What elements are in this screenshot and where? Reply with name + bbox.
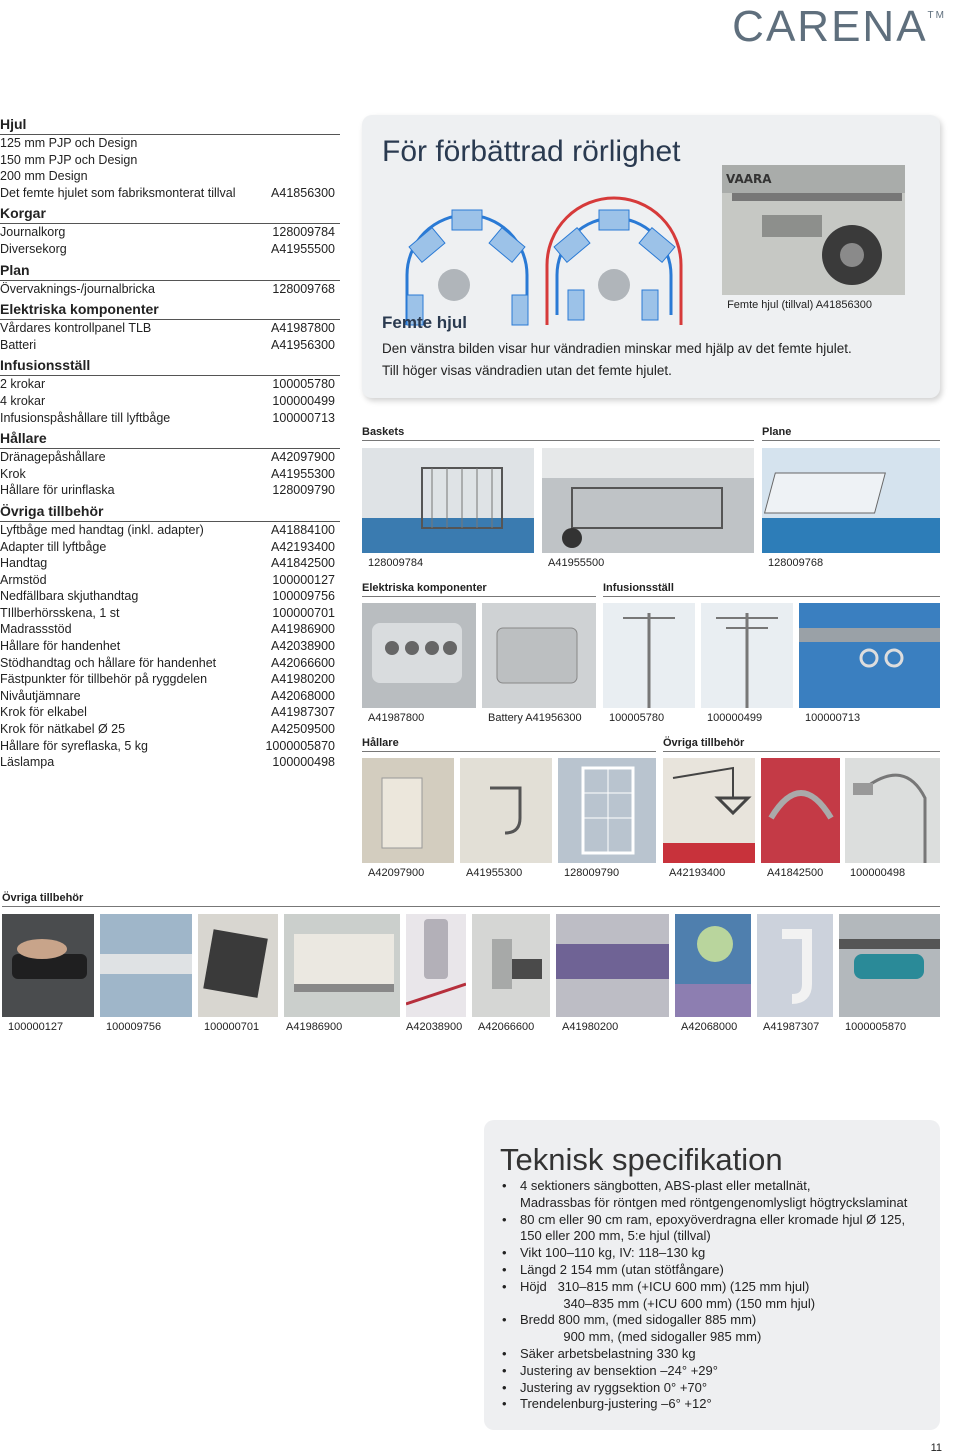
parts-section <box>0 262 340 298</box>
parts-list <box>0 112 340 771</box>
caption: A41955500 <box>548 557 605 569</box>
diverse-basket-photo <box>542 448 754 553</box>
divider <box>2 906 940 907</box>
tech-spec-title: Teknisk specifikation <box>500 1142 783 1177</box>
parts-row <box>0 754 340 771</box>
spec-item-line: 150 eller 200 mm, 5:e hjul (tillval) <box>520 1228 711 1244</box>
part-number: A41856300 <box>271 185 335 200</box>
part-number: A41884100 <box>271 522 335 537</box>
part-number: 128009790 <box>272 483 335 498</box>
iv-stand-2-hooks-photo <box>603 603 695 708</box>
spec-item-line: • Säker arbetsbelastning 330 kg <box>520 1345 696 1361</box>
divider <box>362 440 754 441</box>
part-name: Dränagepåshållare <box>0 450 106 465</box>
caption: A42193400 <box>669 867 726 879</box>
parts-row <box>0 466 340 483</box>
lift-adapter-photo <box>663 758 755 863</box>
parts-row <box>0 135 340 152</box>
parts-row <box>0 655 340 672</box>
part-number: A41986900 <box>271 622 335 637</box>
spec-item <box>520 1178 940 1212</box>
parts-row <box>0 671 340 688</box>
parts-row <box>0 621 340 638</box>
parts-row <box>0 605 340 622</box>
part-number: A41955300 <box>271 466 335 481</box>
part-number: 100009756 <box>272 589 335 604</box>
mattress-stop-photo <box>284 914 400 1017</box>
part-number: A41987307 <box>271 705 335 720</box>
tray-photo <box>762 448 940 553</box>
divider <box>603 596 940 597</box>
parts-section-title: Övriga tillbehör <box>0 503 340 522</box>
caption: 1000005870 <box>845 1021 907 1033</box>
caption: 100000499 <box>707 712 763 724</box>
part-name: Nivåutjämnare <box>0 688 81 703</box>
parts-row <box>0 241 340 258</box>
parts-row <box>0 638 340 655</box>
feature-description: Den vänstra bilden visar hur vändradien minskar med hjälp av det femte hjulet. Till höger visas vändradien utan det femte hjulet. <box>382 341 852 378</box>
parts-row <box>0 572 340 589</box>
tech-spec-list <box>502 1178 940 1413</box>
parts-row <box>0 704 340 721</box>
part-name: 125 mm PJP och Design <box>0 136 138 150</box>
part-name: Nedfällbara skjuthandtag <box>0 589 139 604</box>
parts-section-title: Elektriska komponenter <box>0 301 340 320</box>
parts-row <box>0 555 340 572</box>
cable-hook-photo <box>757 914 833 1017</box>
parts-row <box>0 688 340 705</box>
part-number: A41987800 <box>271 321 335 336</box>
section-baskets: Baskets <box>362 426 405 438</box>
spec-item-line: • Justering av bensektion –24° +29° <box>520 1362 718 1378</box>
part-number: 100000701 <box>272 605 335 620</box>
part-name: Vårdares kontrollpanel TLB <box>0 321 152 336</box>
spec-item-line: • 4 sektioners sängbotten, ABS-plast eller metallnät, <box>520 1178 811 1193</box>
parts-section-title: Infusionsställ <box>0 357 340 376</box>
tech-spec-box <box>484 1120 940 1430</box>
handset-holder-photo <box>406 914 466 1017</box>
parts-row <box>0 482 340 499</box>
page-number: 11 <box>930 1442 942 1454</box>
spec-item <box>520 1312 940 1346</box>
feature-title: För förbättrad rörlighet <box>382 135 681 168</box>
part-name: 200 mm Design <box>0 169 88 184</box>
spec-item-line: Madrassbas för röntgen med röntgengenomlysligt högtryckslaminat <box>520 1194 908 1210</box>
spec-item <box>520 1245 940 1262</box>
divider <box>663 751 940 752</box>
push-handle-photo <box>100 914 192 1017</box>
parts-row <box>0 185 340 202</box>
part-number: A42097900 <box>271 450 335 465</box>
spec-item <box>520 1262 940 1279</box>
part-name: Diversekorg <box>0 241 67 256</box>
caption: A41986900 <box>286 1021 343 1033</box>
part-number: A42066600 <box>271 655 335 670</box>
part-number: A42509500 <box>271 722 335 737</box>
spec-item <box>520 1396 940 1413</box>
part-name: Hållare för urinflaska <box>0 483 115 498</box>
divider <box>362 596 596 597</box>
spec-item-line: 900 mm, (med sidogaller 985 mm) <box>520 1329 762 1345</box>
section-infusion: Infusionsställ <box>603 582 674 594</box>
iv-bag-holder-photo <box>799 603 940 708</box>
parts-section <box>0 301 340 353</box>
part-number: 100000498 <box>272 755 335 770</box>
feature-box <box>362 115 940 398</box>
parts-row <box>0 738 340 755</box>
spec-item <box>520 1346 940 1363</box>
caption: 100000701 <box>204 1021 260 1033</box>
caption: A42097900 <box>368 867 425 879</box>
caption: 100009756 <box>106 1021 162 1033</box>
spec-item-line: • Bredd 800 mm, (med sidogaller 885 mm) <box>520 1312 757 1328</box>
section-hallare: Hållare <box>362 737 399 749</box>
oxygen-holder-photo <box>839 914 940 1017</box>
parts-row <box>0 393 340 410</box>
caption: 128009768 <box>768 557 824 569</box>
caption: A41987800 <box>368 712 425 724</box>
caption: 128009790 <box>564 867 620 879</box>
part-number: A41955500 <box>271 241 335 256</box>
parts-row <box>0 539 340 556</box>
spec-item <box>520 1380 940 1397</box>
part-name: Batteri <box>0 337 37 352</box>
parts-section <box>0 116 340 201</box>
parts-row <box>0 522 340 539</box>
parts-row <box>0 337 340 354</box>
part-name: Krok <box>0 466 26 481</box>
part-number: A41980200 <box>271 672 335 687</box>
fifth-wheel-caption: Femte hjul (tillval) A41856300 <box>727 299 872 311</box>
part-number: 100000499 <box>272 393 335 408</box>
parts-section <box>0 205 340 257</box>
parts-row <box>0 168 340 185</box>
part-number: 100000713 <box>272 410 335 425</box>
section-ovriga: Övriga tillbehör <box>663 737 745 749</box>
spec-item-line: • 80 cm eller 90 cm ram, epoxyöverdragna eller kromade hjul Ø 125, <box>520 1211 906 1227</box>
part-number: A41956300 <box>271 337 335 352</box>
spec-item <box>520 1363 940 1380</box>
part-name: Lyftbåge med handtag (inkl. adapter) <box>0 522 204 537</box>
journal-basket-photo <box>362 448 534 553</box>
handle-photo <box>761 758 840 863</box>
caption: A41980200 <box>562 1021 619 1033</box>
part-number: 100000127 <box>272 572 335 587</box>
battery-photo <box>482 603 596 708</box>
part-name: Krok för nätkabel Ø 25 <box>0 722 126 737</box>
caption: 128009784 <box>368 557 424 569</box>
spec-item-line: • Justering av ryggsektion 0° +70° <box>520 1379 708 1395</box>
section-plane: Plane <box>762 426 792 438</box>
parts-section <box>0 430 340 499</box>
part-name: TIllberhörsskena, 1 st <box>0 605 120 620</box>
caption: A41842500 <box>767 867 824 879</box>
part-name: Krok för elkabel <box>0 705 87 720</box>
parts-section-title: Hållare <box>0 430 340 449</box>
spec-item-line: • Längd 2 154 mm (utan stötfångare) <box>520 1261 724 1277</box>
accessory-rail-photo <box>198 914 278 1017</box>
parts-row <box>0 588 340 605</box>
divider <box>362 751 656 752</box>
fifth-wheel-photo <box>722 165 905 295</box>
part-name: Övervaknings-/journalbricka <box>0 281 155 296</box>
backrest-attachment-photo <box>556 914 669 1017</box>
caption: A41987307 <box>763 1021 820 1033</box>
caption: A41955300 <box>466 867 523 879</box>
parts-section <box>0 357 340 426</box>
part-name: 4 krokar <box>0 393 46 408</box>
caption: A42066600 <box>478 1021 535 1033</box>
brand-logo: CARENA™ <box>732 2 946 51</box>
caption: A42038900 <box>406 1021 463 1033</box>
parts-section-title: Hjul <box>0 116 340 135</box>
part-name: Fästpunkter för tillbehör på ryggdelen <box>0 672 208 687</box>
part-name: 2 krokar <box>0 377 46 392</box>
section-ovriga-bottom: Övriga tillbehör <box>2 892 84 904</box>
armrest-photo <box>2 914 94 1017</box>
hook-photo <box>460 758 552 863</box>
reading-lamp-photo <box>845 758 940 863</box>
part-name: Infusionspåshållare till lyftbåge <box>0 410 171 425</box>
iv-stand-4-hooks-photo <box>701 603 793 708</box>
caption: A42068000 <box>681 1021 738 1033</box>
svg-text:VAARA: VAARA <box>726 172 772 186</box>
part-number: A41842500 <box>271 556 335 571</box>
drain-bag-holder-photo <box>362 758 454 863</box>
parts-section <box>0 503 340 771</box>
parts-row <box>0 152 340 169</box>
part-number: 128009784 <box>272 225 335 240</box>
control-panel-photo <box>362 603 476 708</box>
parts-row <box>0 376 340 393</box>
spec-item-line: 340–835 mm (+ICU 600 mm) (150 mm hjul) <box>520 1295 816 1311</box>
caption: 100005780 <box>609 712 665 724</box>
spec-item-line: • Trendelenburg-justering –6° +12° <box>520 1396 712 1412</box>
parts-section-title: Plan <box>0 262 340 281</box>
parts-row <box>0 449 340 466</box>
part-name: Det femte hjulet som fabriksmonterat tillval <box>0 185 236 200</box>
spec-item <box>520 1212 940 1246</box>
part-name: Stödhandtag och hållare för handenhet <box>0 655 217 670</box>
part-number: 100005780 <box>272 377 335 392</box>
part-number: A42038900 <box>271 639 335 654</box>
parts-row <box>0 281 340 298</box>
feature-subtitle: Femte hjul <box>382 313 468 332</box>
part-name: 150 mm PJP och Design <box>0 152 138 167</box>
parts-row <box>0 410 340 427</box>
part-name: Läslampa <box>0 755 55 770</box>
divider <box>762 440 940 441</box>
part-number: A42193400 <box>271 539 335 554</box>
section-elektriska: Elektriska komponenter <box>362 582 487 594</box>
caption: Battery A41956300 <box>488 712 582 724</box>
part-name: Hållare för handenhet <box>0 639 121 654</box>
caption: 100000498 <box>850 867 906 879</box>
parts-row <box>0 320 340 337</box>
part-number: A42068000 <box>271 688 335 703</box>
spec-item <box>520 1279 940 1313</box>
part-name: Adapter till lyftbåge <box>0 539 107 554</box>
parts-row <box>0 224 340 241</box>
spec-item-line: • Vikt 100–110 kg, IV: 118–130 kg <box>520 1245 706 1261</box>
urine-bottle-holder-photo <box>558 758 656 863</box>
caption: 100000127 <box>8 1021 64 1033</box>
part-name: Armstöd <box>0 572 47 587</box>
part-name: Madrassstöd <box>0 622 72 637</box>
parts-row <box>0 721 340 738</box>
part-name: Handtag <box>0 556 48 571</box>
level-indicator-photo <box>675 914 751 1017</box>
spec-item-line: • Höjd 310–815 mm (+ICU 600 mm) (125 mm hjul) <box>520 1278 810 1294</box>
part-name: Journalkorg <box>0 225 66 240</box>
support-handle-photo <box>472 914 550 1017</box>
part-number: 1000005870 <box>265 738 335 753</box>
parts-section-title: Korgar <box>0 205 340 224</box>
part-name: Hållare för syreflaska, 5 kg <box>0 738 148 753</box>
caption: 100000713 <box>805 712 861 724</box>
part-number: 128009768 <box>272 281 335 296</box>
